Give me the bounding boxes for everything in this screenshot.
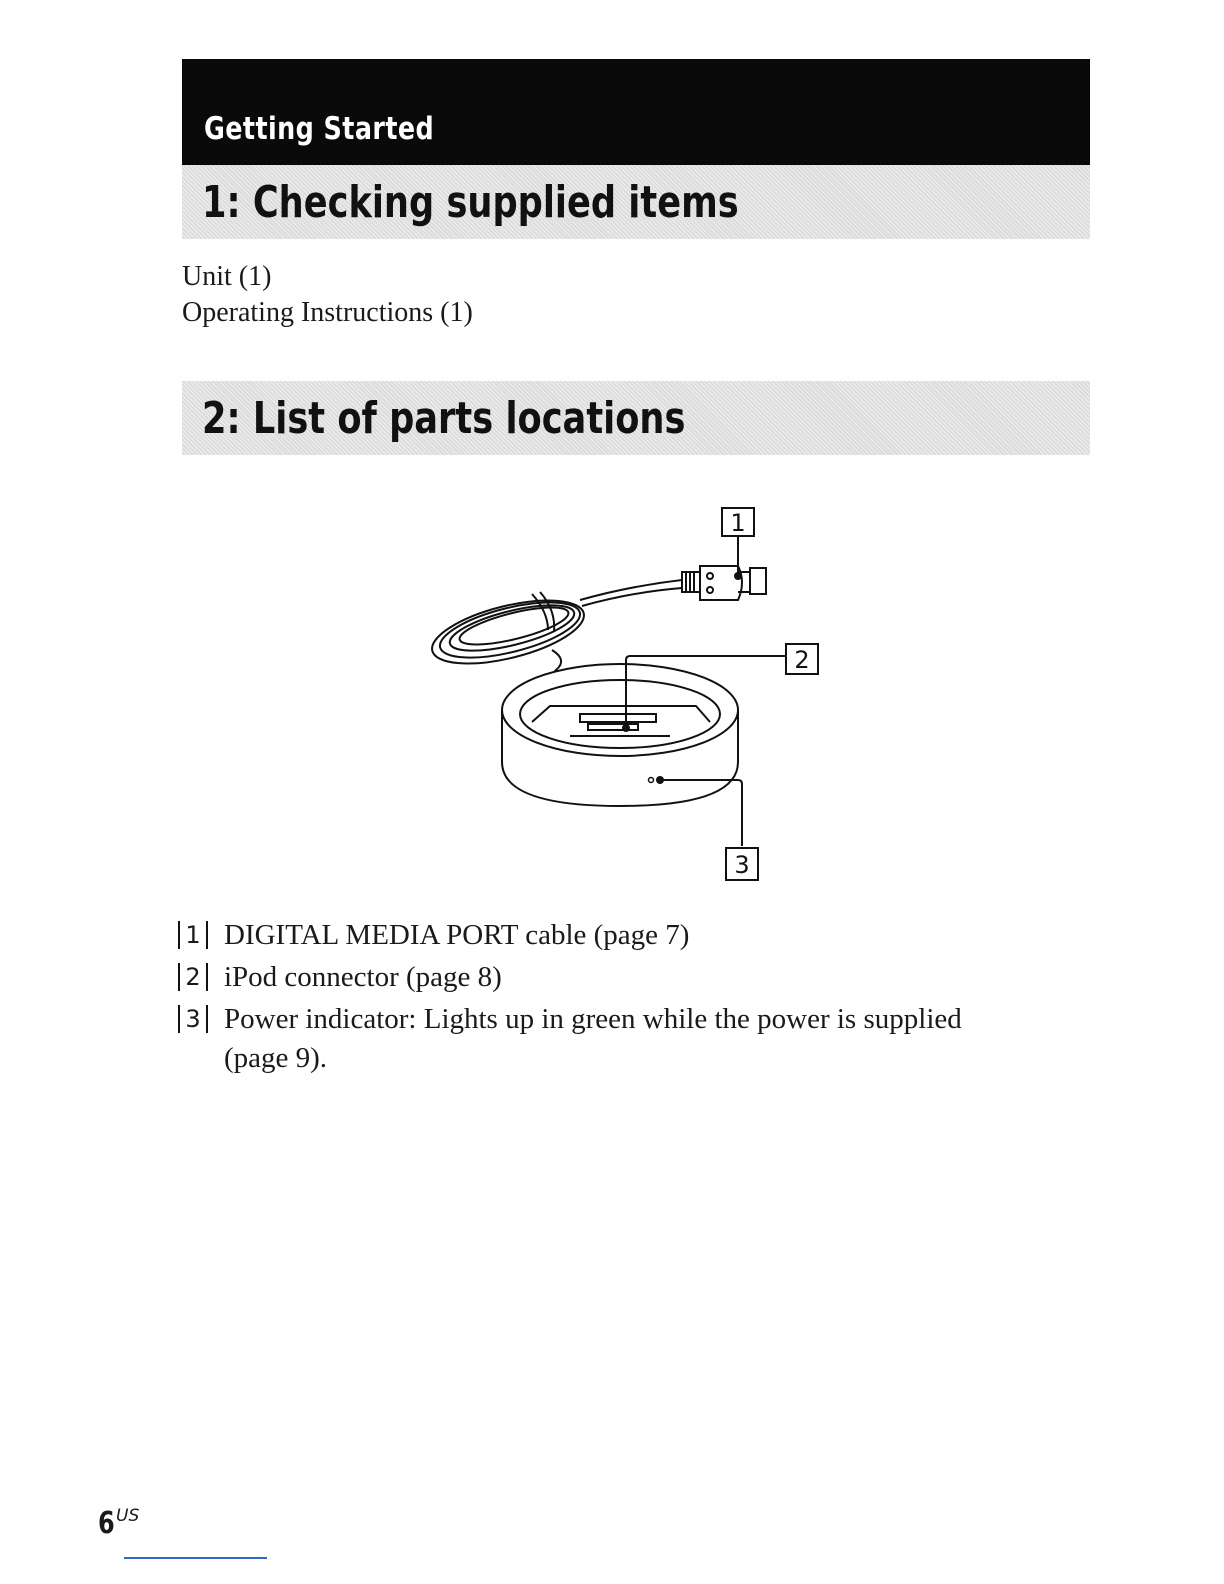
legend-number: 3 [178,1005,208,1033]
section-heading-band [182,165,1090,239]
callout-3-label: 3 [734,851,750,879]
legend-text: iPod connector (page 8) [224,961,502,993]
parts-diagram [420,500,840,890]
supplied-item: Unit (1) [182,261,272,292]
legend-text: Power indicator: Lights up in green while the power is supplied [224,1003,962,1035]
legend-item [178,998,1058,1082]
legend-text-continued: (page 9). [224,1042,328,1074]
section-title: 2: List of parts locations [202,393,686,444]
legend-item [178,914,1058,956]
page-suffix: US [116,1506,140,1526]
legend-number: 2 [178,963,208,991]
supplied-item: Operating Instructions (1) [182,297,473,328]
supplied-items-list [182,259,473,331]
legend-text: DIGITAL MEDIA PORT cable (page 7) [224,919,690,951]
legend-number: 1 [178,921,208,949]
footer-rule [124,1557,267,1559]
callout-2-label: 2 [794,646,810,674]
legend-item [178,956,1058,998]
callout-3 [726,848,758,880]
callout-2 [786,644,818,674]
page-number: 6 [98,1506,115,1541]
section-heading-band [182,381,1090,455]
dock-illustration [420,500,840,890]
chapter-title: Getting Started [204,111,435,147]
parts-legend [178,914,1058,1082]
chapter-header [182,59,1090,165]
callout-1 [722,508,754,537]
callout-1-label: 1 [730,509,746,537]
section-title: 1: Checking supplied items [202,177,739,228]
